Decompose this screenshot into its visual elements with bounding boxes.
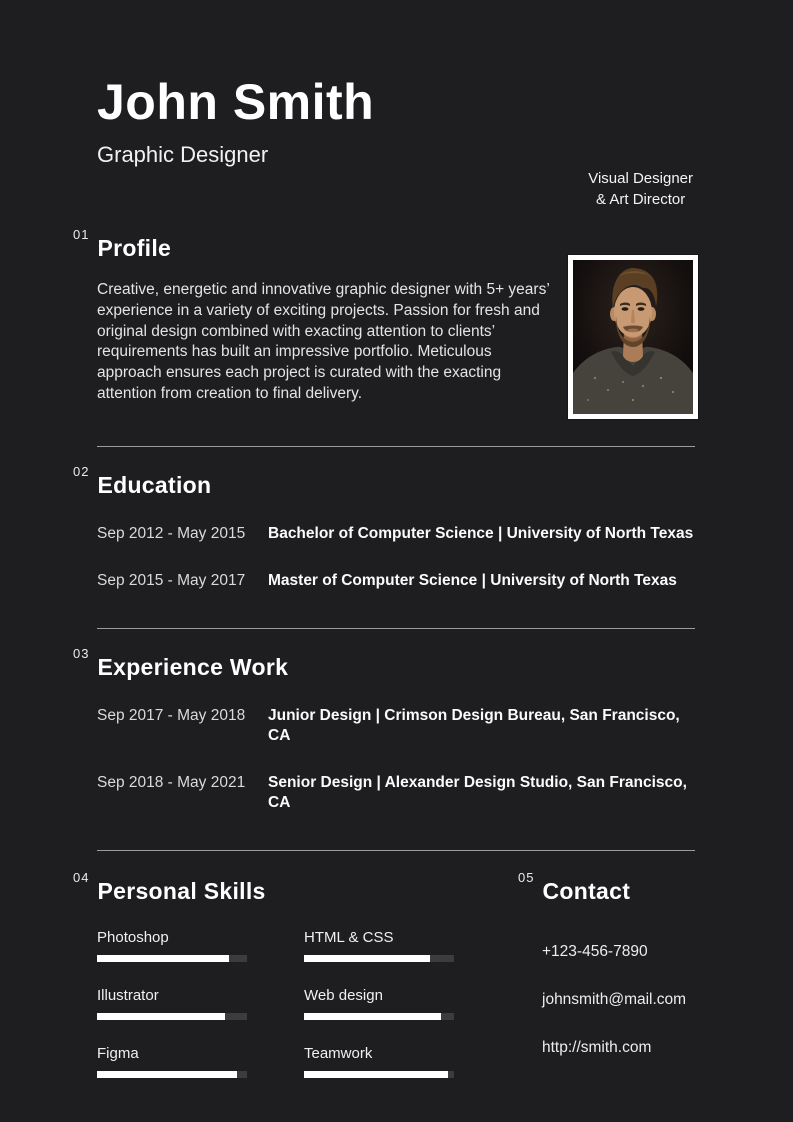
experience-dates: Sep 2017 - May 2018 [97,706,246,724]
skills-grid [97,929,542,1078]
experience-description: Senior Design | Alexander Design Studio, San Francisco, CA [268,773,687,811]
profile-paragraph: Creative, energetic and innovative graphic designer with 5+ years’ experience in a variety of exciting projects. Passion for fresh and original design combined with exacting attention to clients’ requirements has built an impressive portfolio. Meticulous approach ensures each project is curated with the exacting attention from creation to final delivery. [97,281,550,402]
education-row [97,524,695,544]
skill-item [97,1045,247,1078]
education-row [97,571,695,591]
experience-heading [73,646,695,681]
section-divider [97,446,695,447]
section-number: 05 [518,870,535,886]
section-divider [97,628,695,629]
portrait-illustration [573,260,693,414]
skill-bar-track [97,1013,247,1020]
skill-bar-fill [304,1013,441,1020]
skill-item [304,1045,454,1078]
skill-bar-track [97,1071,247,1078]
skill-item [304,929,454,962]
skill-label: HTML & CSS [304,928,394,946]
bottom-columns [73,870,695,1086]
education-description: Bachelor of Computer Science | University of North Texas [268,524,694,542]
header [97,74,695,208]
tagline [588,168,693,210]
skill-label: Web design [304,986,383,1004]
education-dates: Sep 2012 - May 2015 [97,524,246,542]
contact-list [542,942,695,1058]
tagline-line-1: Visual Designer [588,170,693,187]
skill-bar-fill [97,1013,225,1020]
section-number: 02 [73,464,90,480]
skill-item [304,987,454,1020]
education-heading [73,464,695,499]
name-title: John Smith [97,74,375,130]
experience-row [97,706,695,746]
section-title-text: Education [97,471,212,498]
section-title-text: Profile [97,235,172,261]
skill-bar-fill [304,955,430,962]
contact-phone: +123-456-7890 [542,942,648,960]
skill-bar-track [304,1013,454,1020]
section-contact [518,870,695,1086]
section-divider [97,850,695,851]
skill-bar-track [304,955,454,962]
skill-item [97,929,247,962]
tagline-line-2: & Art Director [596,191,686,208]
section-number: 04 [73,870,90,886]
section-number: 01 [73,227,90,243]
section-number: 03 [73,646,90,662]
section-education [73,464,695,591]
section-title-text: Personal Skills [97,877,266,904]
skill-label: Figma [97,1044,139,1062]
skill-bar-track [304,1071,454,1078]
skill-item [97,987,247,1020]
skill-label: Illustrator [97,986,159,1004]
role-subtitle: Graphic Designer [97,142,269,167]
contact-email[interactable]: johnsmith@mail.com [542,990,687,1008]
skill-bar-fill [304,1071,448,1078]
skill-bar-track [97,955,247,962]
experience-row [97,773,695,813]
experience-description: Junior Design | Crimson Design Bureau, San Francisco, CA [268,706,680,744]
section-title-text: Contact [542,877,631,904]
skill-label: Teamwork [304,1044,373,1062]
profile-photo [568,255,698,419]
skill-label: Photoshop [97,928,169,946]
section-skills [73,870,542,1086]
contact-heading [518,870,695,905]
experience-dates: Sep 2018 - May 2021 [97,773,246,791]
education-dates: Sep 2015 - May 2017 [97,571,246,589]
skill-bar-fill [97,1071,237,1078]
section-experience [73,646,695,813]
section-title-text: Experience Work [97,653,289,680]
contact-website[interactable]: http://smith.com [542,1038,652,1056]
education-description: Master of Computer Science | University of North Texas [268,571,677,589]
skills-heading [73,870,542,905]
skill-bar-fill [97,955,229,962]
